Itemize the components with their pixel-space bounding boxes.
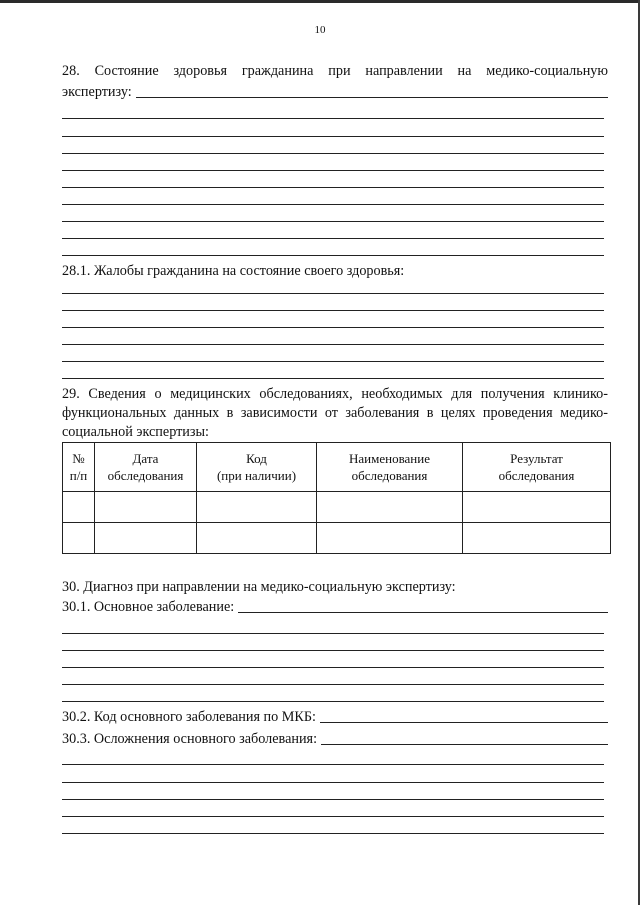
table-cell-exam-date[interactable] xyxy=(95,492,197,523)
section-28-answer-line-6[interactable] xyxy=(62,204,604,205)
column-header-code xyxy=(197,443,317,492)
table-cell-exam-name[interactable] xyxy=(317,523,463,554)
column-header-text: (при наличии) xyxy=(216,468,297,483)
table-cell-exam-name[interactable] xyxy=(317,492,463,523)
section-28-heading-line2 xyxy=(62,84,608,101)
column-header-text: Код xyxy=(246,451,267,466)
column-header-text: Результат xyxy=(510,451,563,466)
section-28-heading-line1: 28. Состояние здоровья гражданина при направлении на медико-социальную xyxy=(62,63,608,79)
medical-examinations-table xyxy=(62,442,611,554)
section-30-1-answer-line-2[interactable] xyxy=(62,650,604,651)
section-30-3-answer-line-5[interactable] xyxy=(62,833,604,834)
column-header-text: Наименование xyxy=(349,451,430,466)
section-30-1-answer-line-0[interactable] xyxy=(238,611,608,613)
section-28-answer-line-5[interactable] xyxy=(62,187,604,188)
section-28-answer-line-3[interactable] xyxy=(62,153,604,154)
section-28-1-answer-line-2[interactable] xyxy=(62,310,604,311)
column-header-exam-name xyxy=(317,443,463,492)
section-30-1-label: 30.1. Основное заболевание: xyxy=(62,599,235,615)
table-cell-number[interactable] xyxy=(63,523,95,554)
section-28-1-answer-line-4[interactable] xyxy=(62,344,604,345)
column-header-text: обследования xyxy=(498,468,575,483)
section-30-1-row xyxy=(62,599,608,616)
column-header-text: п/п xyxy=(69,468,88,483)
section-29-heading-line3: социальной экспертизы: xyxy=(62,424,209,440)
section-28-answer-line-4[interactable] xyxy=(62,170,604,171)
table-row xyxy=(63,523,611,554)
table-cell-exam-result[interactable] xyxy=(463,492,611,523)
section-28-answer-line-2[interactable] xyxy=(62,136,604,137)
section-30-3-row xyxy=(62,731,608,748)
section-30-2-label: 30.2. Код основного заболевания по МКБ: xyxy=(62,709,316,725)
section-28-answer-line-1[interactable] xyxy=(62,118,604,119)
table-row xyxy=(63,492,611,523)
column-header-text: № xyxy=(72,451,85,466)
column-header-number xyxy=(63,443,95,492)
section-30-3-answer-line-3[interactable] xyxy=(62,799,604,800)
section-28-label: экспертизу: xyxy=(62,84,132,100)
section-30-3-label: 30.3. Осложнения основного заболевания: xyxy=(62,731,318,747)
section-30-3-answer-line-1[interactable] xyxy=(62,764,604,765)
section-30-1-answer-line-5[interactable] xyxy=(62,701,604,702)
section-28-answer-line-7[interactable] xyxy=(62,221,604,222)
section-28-1-answer-line-3[interactable] xyxy=(62,327,604,328)
section-30-3-answer-line-2[interactable] xyxy=(62,782,604,783)
section-28-1-answer-line-1[interactable] xyxy=(62,293,604,294)
section-29-heading-line1: 29. Сведения о медицинских обследованиях, необходимых для получения клинико- xyxy=(62,386,608,402)
section-30-1-answer-line-1[interactable] xyxy=(62,633,604,634)
column-header-exam-date xyxy=(95,443,197,492)
table-cell-exam-result[interactable] xyxy=(463,523,611,554)
table-cell-number[interactable] xyxy=(63,492,95,523)
section-28-1-heading: 28.1. Жалобы гражданина на состояние своего здоровья: xyxy=(62,263,405,279)
section-28-1-answer-line-6[interactable] xyxy=(62,378,604,379)
column-header-text: обследования xyxy=(107,468,184,483)
table-cell-exam-date[interactable] xyxy=(95,523,197,554)
section-30-2-row xyxy=(62,709,608,726)
column-header-text: обследования xyxy=(351,468,428,483)
section-28-answer-line-0[interactable] xyxy=(136,96,608,98)
top-border-line xyxy=(0,0,640,3)
column-header-text: Дата xyxy=(132,451,159,466)
page-number: 10 xyxy=(314,24,326,36)
section-28-1-answer-line-5[interactable] xyxy=(62,361,604,362)
section-29-heading-line2: функциональных данных в зависимости от заболевания в целях проведения медико- xyxy=(62,405,608,421)
section-30-2-answer-line[interactable] xyxy=(320,721,608,723)
section-30-1-answer-line-4[interactable] xyxy=(62,684,604,685)
section-30-1-answer-line-3[interactable] xyxy=(62,667,604,668)
table-cell-code[interactable] xyxy=(197,492,317,523)
section-30-3-answer-line-0[interactable] xyxy=(321,743,608,745)
table-cell-code[interactable] xyxy=(197,523,317,554)
section-28-answer-line-8[interactable] xyxy=(62,238,604,239)
section-30-3-answer-line-4[interactable] xyxy=(62,816,604,817)
section-28-answer-line-9[interactable] xyxy=(62,255,604,256)
section-30-heading: 30. Диагноз при направлении на медико-социальную экспертизу: xyxy=(62,579,456,595)
column-header-exam-result xyxy=(463,443,611,492)
table-header-row xyxy=(63,443,611,492)
